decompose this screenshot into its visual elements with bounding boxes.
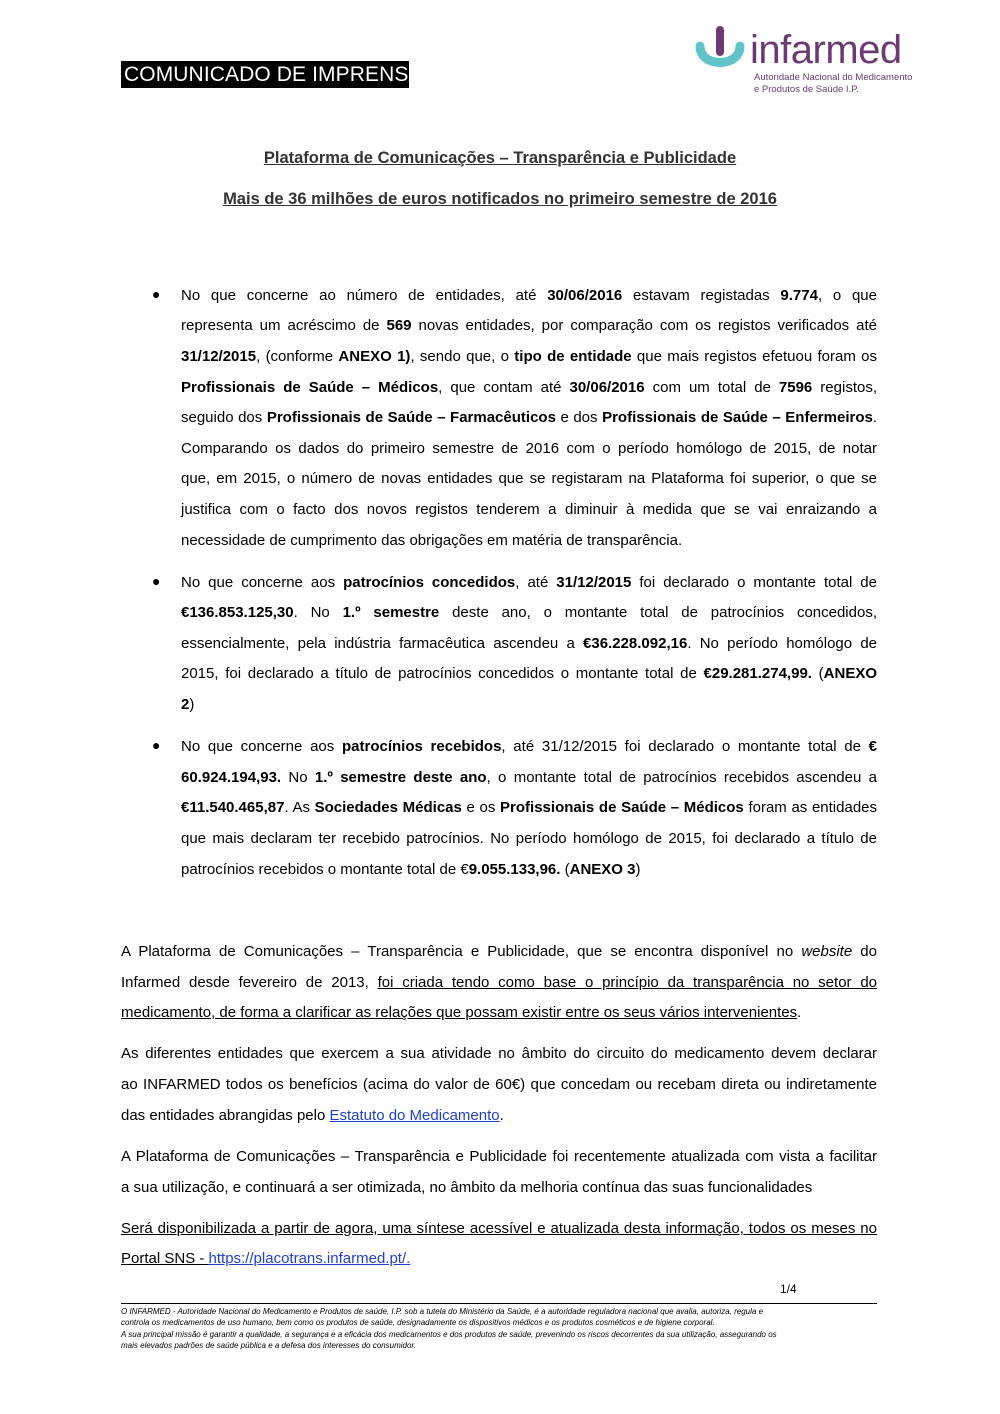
paragraph-line: medicamento, de forma a clarificar as relações que possam existir entre os seus vários intervenientes. [121, 1004, 802, 1021]
estatuto-medicamento-link[interactable]: Estatuto do Medicamento [329, 1107, 500, 1124]
bullet1-line: Comparando os dados do primeiro semestre de 2016 com o período homólogo de 2015, de notar [181, 440, 877, 457]
paragraph-line: As diferentes entidades que exercem a sua atividade no âmbito do circuito do medicamento devem declarar [121, 1045, 877, 1062]
infarmed-logo [694, 24, 924, 102]
footer-line: A sua principal missão é garantir a qualidade, a segurança e a eficácia dos medicamentos e dos produtos de saúde, prevenindo os riscos decorrentes da sua utilização, assegurando os [121, 1330, 777, 1339]
footer-line: mais elevados padrões de saúde pública e a defesa dos interesses do consumidor. [121, 1341, 416, 1350]
document-subtitle: Mais de 36 milhões de euros notificados no primeiro semestre de 2016 [223, 190, 777, 208]
paragraph-line: Portal SNS - https://placotrans.infarmed.pt/. [121, 1250, 411, 1267]
bullet3-line: No que concerne aos patrocínios recebidos, até 31/12/2015 foi declarado o montante total de € [181, 738, 878, 755]
bullet3-line: patrocínios recebidos o montante total de €9.055.133,96. (ANEXO 3) [181, 861, 641, 878]
paragraph-line: das entidades abrangidas pelo Estatuto do Medicamento. [121, 1107, 504, 1124]
paragraph-line: ao INFARMED todos os benefícios (acima do valor de 60€) que concedam ou recebam direta ou indiretamente [121, 1076, 877, 1093]
bullet2-line: €136.853.125,30. No 1.º semestre deste ano, o montante total de patrocínios concedidos, [181, 604, 877, 621]
footer-divider [121, 1303, 877, 1304]
bullet1-line: No que concerne ao número de entidades, até 30/06/2016 estavam registadas 9.774, o que [181, 287, 877, 304]
bullet3-line: 60.924.194,93. No 1.º semestre deste ano, o montante total de patrocínios recebidos ascendeu a [181, 769, 877, 786]
paragraph-line: a sua utilização, e continuará a ser otimizada, no âmbito da melhoria contínua das suas funcionalidades [121, 1179, 813, 1196]
bullet1-line: que, em 2015, o número de novas entidades que se registaram na Plataforma foi superior, o que se [181, 470, 877, 487]
footer-line: controla os medicamentos de uso humano, bem como os produtos de saúde, designadamente os dispositivos médicos e os produtos cosméticos e de higiene corporal. [121, 1318, 715, 1327]
paragraph-line: A Plataforma de Comunicações – Transparência e Publicidade foi recentemente atualizada com vista a facilitar [121, 1148, 877, 1165]
bullet2-line: essencialmente, pela indústria farmacêutica ascendeu a €36.228.092,16. No período homólogo de [181, 635, 877, 652]
press-release-label: COMUNICADO DE IMPRENSA [121, 61, 409, 88]
bullet3-line: que mais declaram ter recebido patrocínios. No período homólogo de 2015, foi declarado a título de [181, 830, 877, 847]
bullet-dot-icon: ● [152, 737, 161, 753]
logo-subtitle-2: e Produtos de Saúde I.P. [754, 84, 859, 95]
paragraph-line: Infarmed desde fevereiro de 2013, foi criada tendo como base o princípio da transparência no setor do [121, 974, 877, 991]
bullet1-line: 31/12/2015, (conforme ANEXO 1), sendo que, o tipo de entidade que mais registos efetuou foram os [181, 348, 877, 365]
paragraph-line: A Plataforma de Comunicações – Transparência e Publicidade, que se encontra disponível no website do [121, 943, 877, 960]
bullet1-line: seguido dos Profissionais de Saúde – Farmacêuticos e dos Profissionais de Saúde – Enfermeiros. [181, 409, 878, 426]
page-number: 1/4 [780, 1282, 797, 1296]
bullet-dot-icon: ● [152, 286, 161, 302]
infarmed-logo-icon [694, 24, 746, 80]
bullet2-line: 2015, foi declarado a título de patrocínios concedidos o montante total de €29.281.274,99. (ANEXO [181, 665, 878, 682]
logo-subtitle-1: Autoridade Nacional do Medicamento [754, 72, 913, 83]
bullet1-line: justifica com o facto dos novos registos tenderem a diminuir à medida que se vai enraizando a [181, 501, 877, 518]
footer-line: O INFARMED - Autoridade Nacional do Medicamento e Produtos de saúde, I.P. sob a tutela do Ministério da Saúde, é a autoridade reguladora nacional que avalia, autoriza, regula e [121, 1307, 764, 1316]
bullet3-line: €11.540.465,87. As Sociedades Médicas e os Profissionais de Saúde – Médicos foram as entidades [181, 799, 878, 816]
bullet2-line: 2) [181, 696, 195, 713]
document-title: Plataforma de Comunicações – Transparência e Publicidade [263, 149, 737, 167]
placotrans-link[interactable]: https://placotrans.infarmed.pt/. [208, 1250, 411, 1267]
paragraph-line: Será disponibilizada a partir de agora, uma síntese acessível e atualizada desta informação, todos os meses no [121, 1220, 877, 1237]
logo-wordmark: infarmed [750, 28, 902, 72]
bullet1-line: Profissionais de Saúde – Médicos, que contam até 30/06/2016 com um total de 7596 registos, [181, 379, 877, 396]
bullet2-line: No que concerne aos patrocínios concedidos, até 31/12/2015 foi declarado o montante total de [181, 574, 877, 591]
bullet1-line: representa um acréscimo de 569 novas entidades, por comparação com os registos verificados até [181, 317, 877, 334]
bullet1-line: necessidade de cumprimento das obrigações em matéria de transparência. [181, 532, 683, 549]
bullet-dot-icon: ● [152, 573, 161, 589]
